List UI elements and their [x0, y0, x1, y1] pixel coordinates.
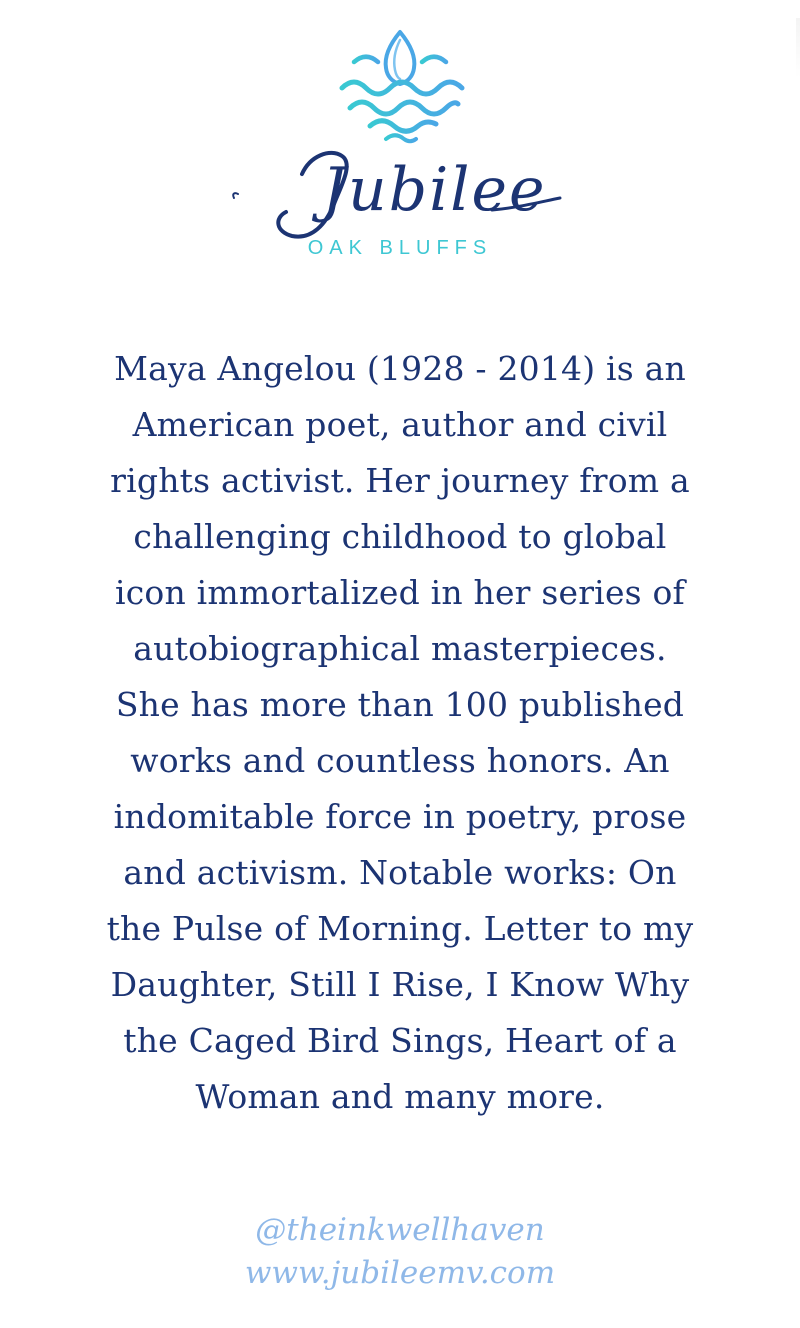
logo-graphic	[230, 22, 570, 262]
website-link[interactable]: www.jubileemv.com	[244, 1255, 556, 1291]
footer	[0, 1209, 800, 1295]
bio-paragraph: Maya Angelou (1928 - 2014) is an American poet, author and civil rights activist. Her journey from a challenging childhood to global icon immortalized in her series of autobiographical masterpieces. She has more than 100 published works and countless honors. An indomitable force in poetry, prose and activism. Notable works: On the Pulse of Morning. Letter to my Daughter, Still I Rise, I Know Why the Caged Bird Sings, Heart of a Woman and many more.	[106, 349, 694, 1116]
jubilee-logo	[0, 22, 800, 272]
wave-icon	[342, 57, 462, 142]
logo-location-text: OAK BLUFFS	[307, 237, 493, 259]
logo-wordmark-text: Jubilee	[322, 155, 547, 225]
social-handle-link[interactable]: @theinkwellhaven	[255, 1212, 545, 1248]
droplet-icon	[386, 32, 415, 84]
wordmark	[233, 153, 560, 237]
